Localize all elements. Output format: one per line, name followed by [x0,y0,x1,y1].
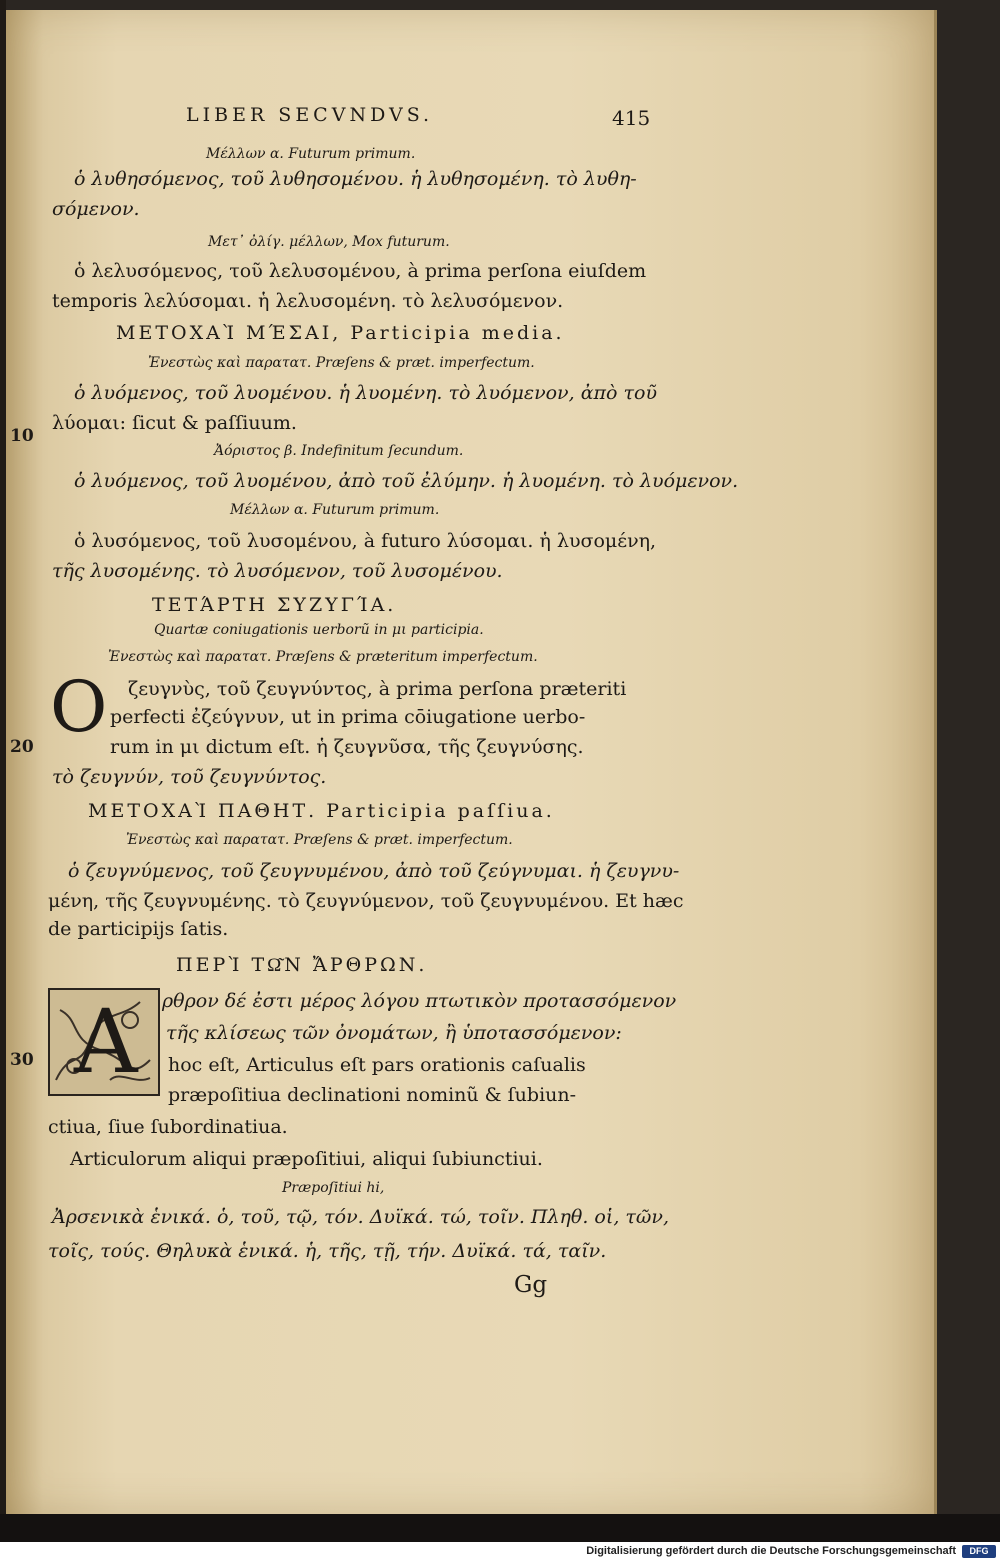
text-line: Quartæ coniugationis uerborũ in μι participia. [154,622,484,638]
page-number: 415 [612,106,651,130]
text-line: τῆς κλίσεως τῶν ὀνομάτων, ἢ ὑποτασσόμενον: [166,1022,622,1044]
section-heading: ΠΕΡῚ ΤΩ͂Ν ἌΡΘΡΩΝ. [176,954,428,976]
text-line: Ἐνεστὼς καὶ παρατατ. Præſens & præt. imperfectum. [148,355,535,371]
text-line: præpoſitiua declinationi nominũ & ſubiun- [168,1084,577,1106]
text-line: μένη, τῆς ζευγνυμένης. τὸ ζευγνύμενον, τοῦ ζευγνυμένου. Et hæc [48,890,684,912]
text-line: Μέλλων α. Futurum primum. [230,502,440,518]
text-line: Μέλλων α. Futurum primum. [206,146,416,162]
running-title: LIBER SECVNDVS. [186,104,434,126]
dfg-logo: DFG [962,1545,996,1558]
text-line: Ἀρσενικὰ ἑνικά. ὁ, τοῦ, τῷ, τόν. Δυϊκά. τώ, τοῖν. Πληθ. οἱ, τῶν, [52,1206,669,1228]
text-line: ζευγνὺς, τοῦ ζευγνύντος, à prima perſona præteriti [128,678,627,700]
text-line: ὁ λυόμενος, τοῦ λυομένου. ἡ λυομένη. τὸ λυόμενον, ἀπὸ τοῦ [74,382,657,404]
margin-number-30: 30 [10,1050,34,1070]
text-line: rum in μι dictum eſt. ἡ ζευγνῦσα, τῆς ζευγνύσης. [110,736,584,758]
margin-number-10: 10 [10,426,34,446]
text-line: temporis λελύσομαι. ἡ λελυσομένη. τὸ λελυσόμενον. [52,290,564,312]
text-line: Μετ᾽ ὀλίγ. μέλλων, Mox futurum. [208,234,450,250]
section-heading: ΜΕΤΟΧΑῚ ΜΈΣΑΙ, Participia media. [116,322,565,344]
ornamental-initial-a [48,988,160,1096]
digitization-credit: Digitalisierung gefördert durch die Deutsche Forschungsgemeinschaft [586,1545,956,1557]
text-line: ctiua, ſiue ſubordinatiua. [48,1116,288,1138]
text-line: de participijs ſatis. [48,918,229,940]
text-line: ὁ λυσόμενος, τοῦ λυσομένου, à futuro λύσομαι. ἡ λυσομένη, [74,530,657,552]
text-line: perfecti ἐζεύγνυν, ut in prima cōiugatione uerbo- [110,706,586,728]
initial-letter: A [74,990,138,1093]
text-line: ὁ λυθησόμενος, τοῦ λυθησομένου. ἡ λυθησομένη. τὸ λυθη- [74,168,637,190]
text-line: λύομαι: ſicut & paſſiuum. [52,412,297,434]
margin-number-20: 20 [10,737,34,757]
text-line: Ἐνεστὼς καὶ παρατατ. Præſens & præt. imperfectum. [126,832,513,848]
text-line: Ἐνεστὼς καὶ παρατατ. Præſens & præteritum imperfectum. [108,649,538,665]
paper-sheet [6,10,937,1514]
text-line: τῆς λυσομένης. τὸ λυσόμενον, τοῦ λυσομένου. [52,560,503,582]
text-line: Articulorum aliqui præpoſitiui, aliqui ſubiunctiui. [70,1148,543,1170]
text-line: ὁ λελυσόμενος, τοῦ λελυσομένου, à prima perſona eiuſdem [74,260,647,282]
section-heading: ΤΕΤΆΡΤΗ ΣΥΖΥΓΊΑ. [152,594,397,616]
text-line: ὁ ζευγνύμενος, τοῦ ζευγνυμένου, ἀπὸ τοῦ ζεύγνυμαι. ἡ ζευγνυ- [68,860,680,882]
text-line: Præpoſitiui hi, [282,1180,385,1196]
text-line: ὁ λυόμενος, τοῦ λυομένου, ἀπὸ τοῦ ἐλύμην. ἡ λυομένη. τὸ λυόμενον. [74,470,739,492]
footer-bar [0,1542,1000,1562]
section-heading: ΜΕΤΟΧΑῚ ΠΑΘΗΤ. Participia paſſiua. [88,800,555,822]
text-line: τὸ ζευγνύν, τοῦ ζευγνύντος. [52,766,327,788]
text-line: Ἀόριστος β. Indefinitum ſecundum. [214,443,464,459]
initial-letter-o: O [50,666,108,748]
text-line: τοῖς, τούς. Θηλυκὰ ἑνικά. ἡ, τῆς, τῇ, τήν. Δυϊκά. τά, ταῖν. [48,1240,607,1262]
signature-mark: Gg [514,1272,548,1298]
text-line: ρθρον δέ ἐστι μέρος λόγου πτωτικὸν προτασσόμενον [162,990,677,1012]
text-line: hoc eſt, Articulus eſt pars orationis caſualis [168,1054,586,1076]
text-line: σόμενον. [52,198,140,220]
